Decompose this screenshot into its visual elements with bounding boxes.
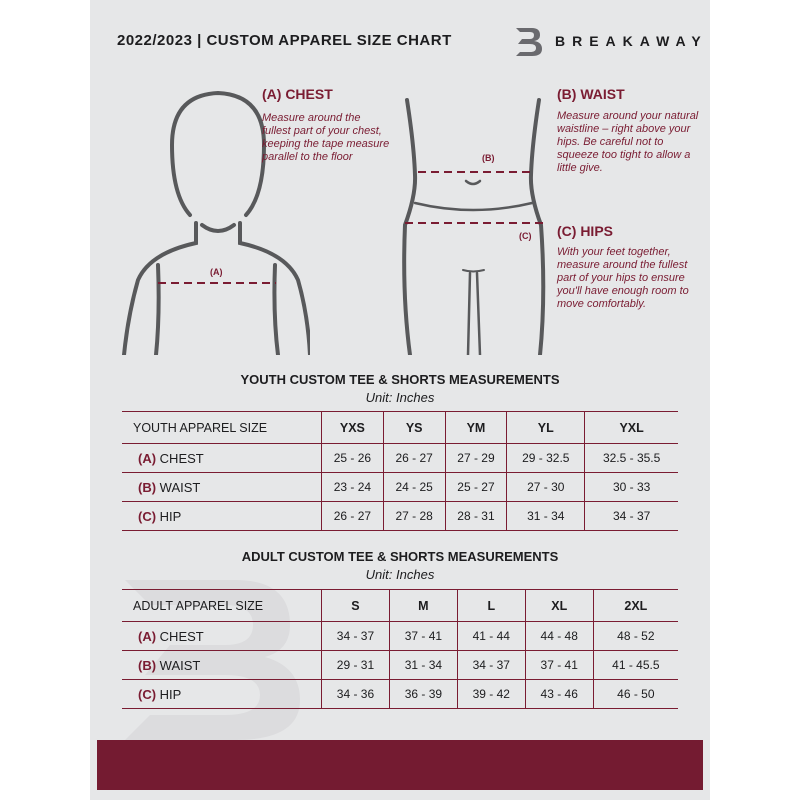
cell: 41 - 44: [457, 622, 525, 651]
row-name: HIP: [159, 508, 182, 524]
waist-instructions: Measure around your natural waistline – right above your hips. Be careful not to squeeze too tight to allow a little give.: [557, 110, 699, 174]
cell: 37 - 41: [525, 651, 593, 680]
brand-name: BREAKAWAY: [555, 33, 708, 49]
size-header: YS: [383, 412, 445, 444]
size-header: YXS: [322, 412, 384, 444]
size-label: ADULT APPAREL SIZE: [122, 590, 322, 622]
hips-marker: (C): [519, 231, 532, 241]
youth-table-title: YOUTH CUSTOM TEE & SHORTS MEASUREMENTS: [240, 372, 560, 387]
footer-bar: [97, 740, 703, 790]
size-header: XL: [525, 590, 593, 622]
waist-marker: (B): [482, 153, 495, 163]
row-code: (A): [138, 450, 157, 466]
size-header: YXL: [585, 412, 678, 444]
row-label: [122, 622, 322, 651]
chest-instructions: Measure around the fullest part of your chest, keeping the tape measure parallel to the floor: [262, 112, 390, 163]
cell: 34 - 37: [457, 651, 525, 680]
row-code: (B): [138, 657, 157, 673]
row-name: WAIST: [159, 479, 201, 495]
cell: 29 - 32.5: [507, 444, 585, 473]
cell: 34 - 37: [322, 622, 390, 651]
chest-heading: (A) CHEST: [262, 86, 333, 102]
row-label: [122, 651, 322, 680]
size-header: YM: [445, 412, 507, 444]
row-label: [122, 473, 322, 502]
row-label: [122, 680, 322, 709]
hips-heading: (C) HIPS: [557, 223, 613, 239]
row-code: (C): [138, 508, 157, 524]
size-header: 2XL: [593, 590, 678, 622]
youth-size-table: [122, 411, 678, 531]
youth-table-unit: Unit: Inches: [365, 390, 435, 405]
cell: 28 - 31: [445, 502, 507, 531]
row-name: WAIST: [159, 657, 201, 673]
cell: 43 - 46: [525, 680, 593, 709]
cell: 31 - 34: [389, 651, 457, 680]
adult-table-title: ADULT CUSTOM TEE & SHORTS MEASUREMENTS: [241, 549, 559, 564]
table-row: [122, 680, 678, 709]
adult-table-unit: Unit: Inches: [365, 567, 435, 582]
row-label: [122, 444, 322, 473]
row-name: HIP: [159, 686, 182, 702]
cell: 27 - 30: [507, 473, 585, 502]
cell: 44 - 48: [525, 622, 593, 651]
table-header-row: [122, 412, 678, 444]
page-title: 2022/2023 | CUSTOM APPAREL SIZE CHART: [117, 32, 452, 49]
row-code: (A): [138, 628, 157, 644]
size-header: L: [457, 590, 525, 622]
cell: 41 - 45.5: [593, 651, 678, 680]
cell: 34 - 36: [322, 680, 390, 709]
table-row: [122, 444, 678, 473]
cell: 30 - 33: [585, 473, 678, 502]
cell: 23 - 24: [322, 473, 384, 502]
cell: 31 - 34: [507, 502, 585, 531]
row-label: [122, 502, 322, 531]
cell: 29 - 31: [322, 651, 390, 680]
cell: 24 - 25: [383, 473, 445, 502]
cell: 34 - 37: [585, 502, 678, 531]
cell: 26 - 27: [383, 444, 445, 473]
size-header: S: [322, 590, 390, 622]
cell: 26 - 27: [322, 502, 384, 531]
table-header-row: [122, 590, 678, 622]
table-row: [122, 502, 678, 531]
size-header: M: [389, 590, 457, 622]
cell: 46 - 50: [593, 680, 678, 709]
adult-size-table: [122, 589, 678, 709]
table-row: [122, 651, 678, 680]
cell: 36 - 39: [389, 680, 457, 709]
cell: 39 - 42: [457, 680, 525, 709]
cell: 25 - 27: [445, 473, 507, 502]
cell: 48 - 52: [593, 622, 678, 651]
waist-heading: (B) WAIST: [557, 86, 625, 102]
cell: 27 - 28: [383, 502, 445, 531]
cell: 32.5 - 35.5: [585, 444, 678, 473]
cell: 37 - 41: [389, 622, 457, 651]
table-row: [122, 473, 678, 502]
size-label: YOUTH APPAREL SIZE: [122, 412, 322, 444]
breakaway-logo-icon: [512, 24, 544, 58]
size-header: YL: [507, 412, 585, 444]
lower-body-figure: [400, 95, 550, 355]
row-code: (C): [138, 686, 157, 702]
chest-marker: (A): [210, 267, 223, 277]
row-code: (B): [138, 479, 157, 495]
row-name: CHEST: [159, 628, 204, 644]
cell: 27 - 29: [445, 444, 507, 473]
hips-instructions: With your feet together, measure around the fullest part of your hips to ensure you'll have enough room to move comfortably.: [557, 246, 689, 310]
table-row: [122, 622, 678, 651]
cell: 25 - 26: [322, 444, 384, 473]
row-name: CHEST: [159, 450, 204, 466]
